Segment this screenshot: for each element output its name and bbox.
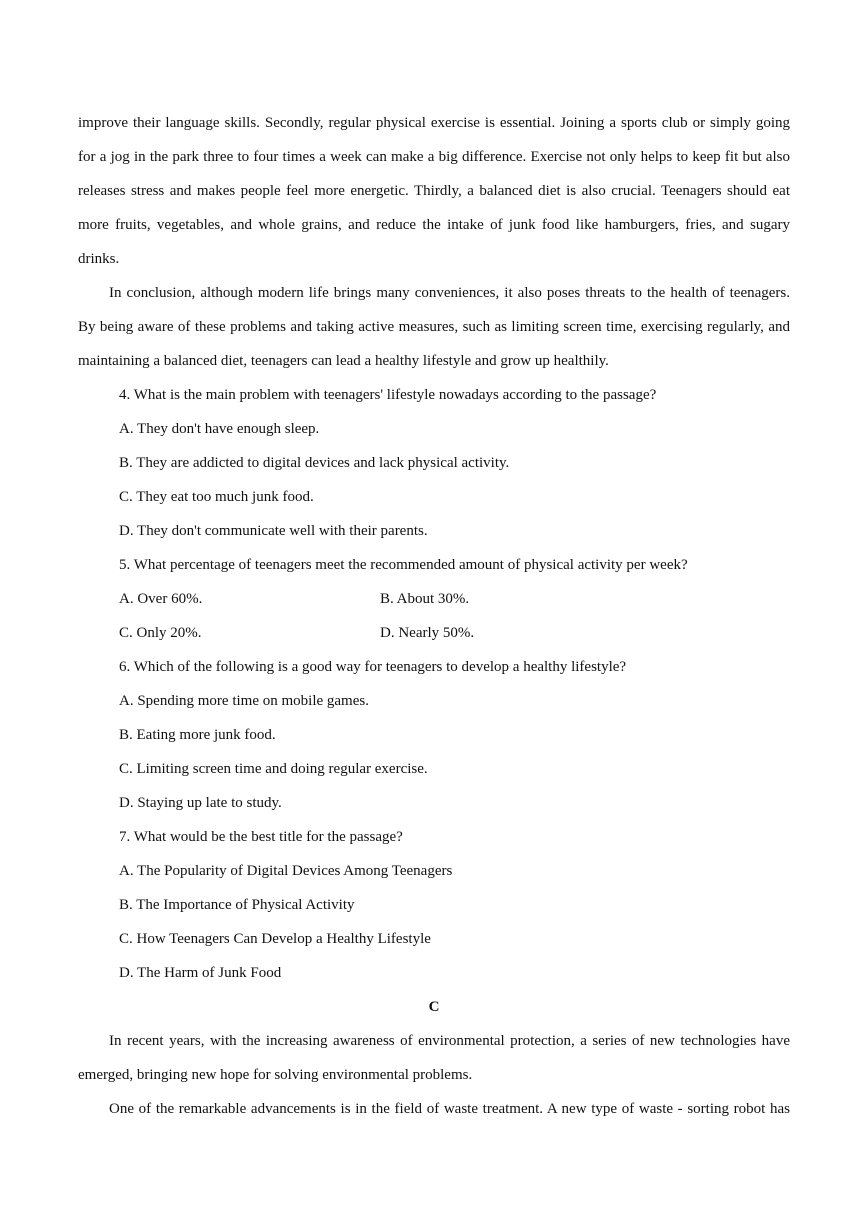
question-5-options-row-2 [78, 616, 790, 650]
question-6-option-c: C. Limiting screen time and doing regular exercise. [119, 761, 428, 777]
question-6-option-a: A. Spending more time on mobile games. [119, 693, 369, 709]
question-4 [78, 378, 790, 548]
passage-c-paragraph-2: One of the remarkable advancements is in the field of waste treatment. A new type of waste - sorting robot has [109, 1101, 790, 1117]
question-6-option-b: B. Eating more junk food. [119, 727, 276, 743]
question-5-option-b: B. About 30%. [380, 591, 470, 607]
question-4-option-c: C. They eat too much junk food. [119, 489, 314, 505]
question-7-option-b: B. The Importance of Physical Activity [119, 897, 355, 913]
question-7-option-d: D. The Harm of Junk Food [119, 965, 282, 981]
passage-b-paragraph-continued: improve their language skills. Secondly, regular physical exercise is essential. Joining a sports club or simply going for a jog in the park three to four times a week can make a big difference. Exercise not only helps to keep fit but also releases stress and makes people feel more energetic. Thirdly, a balanced diet is also crucial. Teenagers should eat more fruits, vegetables, and whole grains, and reduce the intake of junk food like hamburgers, fries, and sugary drinks. [78, 115, 790, 267]
question-7-stem: 7. What would be the best title for the passage? [119, 829, 403, 845]
question-7 [78, 820, 790, 990]
question-5-option-c: C. Only 20%. [119, 625, 202, 641]
question-7-option-c: C. How Teenagers Can Develop a Healthy Lifestyle [119, 931, 431, 947]
question-6-stem: 6. Which of the following is a good way for teenagers to develop a healthy lifestyle? [119, 659, 627, 675]
passage-b-conclusion: In conclusion, although modern life brings many conveniences, it also poses threats to the health of teenagers. By being aware of these problems and taking active measures, such as limiting screen time, exercising regularly, and maintaining a balanced diet, teenagers can lead a healthy lifestyle and grow up healthily. [78, 285, 790, 369]
question-5-options-row-1 [78, 582, 790, 616]
question-6-option-d: D. Staying up late to study. [119, 795, 282, 811]
question-4-stem: 4. What is the main problem with teenagers' lifestyle nowadays according to the passage? [119, 387, 657, 403]
question-5-option-d: D. Nearly 50%. [380, 625, 475, 641]
question-7-option-a: A. The Popularity of Digital Devices Among Teenagers [119, 863, 453, 879]
question-4-option-a: A. They don't have enough sleep. [119, 421, 320, 437]
question-6 [78, 650, 790, 820]
passage-c-heading: C [428, 999, 440, 1015]
question-4-option-d: D. They don't communicate well with their parents. [119, 523, 428, 539]
question-5 [78, 548, 790, 650]
question-5-stem: 5. What percentage of teenagers meet the recommended amount of physical activity per week? [119, 557, 688, 573]
question-5-option-a: A. Over 60%. [119, 591, 203, 607]
passage-c-paragraph-1: In recent years, with the increasing awareness of environmental protection, a series of new technologies have emerged, bringing new hope for solving environmental problems. [78, 1033, 790, 1083]
document-page [78, 106, 790, 1126]
question-4-option-b: B. They are addicted to digital devices and lack physical activity. [119, 455, 510, 471]
